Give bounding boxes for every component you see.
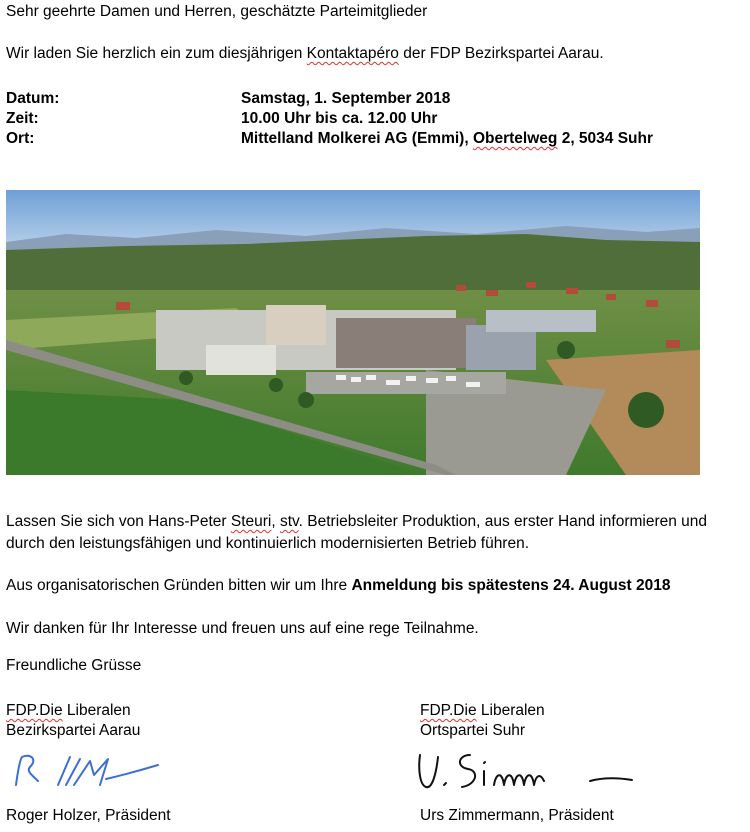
building-east	[486, 310, 596, 332]
office-building	[206, 345, 276, 375]
speaker-text-start: Lassen Sie sich von Hans-Peter	[6, 513, 231, 530]
right-org-b: Liberalen	[476, 702, 545, 719]
closing: Freundliche Grüsse	[6, 657, 142, 674]
right-org	[420, 701, 545, 721]
left-signatory-name: Roger Holzer, Präsident	[6, 807, 171, 824]
right-org-a: FDP.Die	[420, 702, 477, 719]
invitation-text-start: Wir laden Sie herzlich ein zum diesjährigen	[6, 45, 307, 62]
time-label: Zeit:	[6, 110, 39, 127]
signature-left-image	[8, 745, 168, 795]
place-venue: Mittelland Molkerei AG (Emmi),	[241, 130, 473, 147]
speaker-text-sep: ,	[271, 513, 280, 530]
time-value: 10.00 Uhr bis ca. 12.00 Uhr	[241, 110, 438, 127]
registration-deadline: Anmeldung bis spätestens 24. August 2018	[351, 577, 671, 594]
aerial-factory-photo	[6, 190, 700, 475]
left-unit: Bezirkspartei Aarau	[6, 722, 141, 739]
place-address: 2, 5034 Suhr	[557, 130, 654, 147]
invitation-text-end: der FDP Bezirkspartei Aarau.	[398, 45, 604, 62]
signature-right-image	[410, 745, 640, 795]
right-signatory-name: Urs Zimmermann, Präsident	[420, 807, 614, 824]
date-label: Datum:	[6, 90, 60, 107]
signatory-left	[6, 701, 140, 741]
left-org-b: Liberalen	[62, 702, 131, 719]
date-value: Samstag, 1. September 2018	[241, 90, 451, 107]
place-street: Obertelweg	[472, 130, 558, 147]
right-unit: Ortspartei Suhr	[420, 722, 526, 739]
thanks-line: Wir danken für Ihr Interesse und freuen uns auf eine rege Teilnahme.	[6, 620, 479, 637]
speaker-text-end: . Betriebsleiter Produktion, aus erster Hand informieren und	[298, 513, 708, 530]
paragraph-speaker-line2: durch den leistungsfähigen und kontinuierlich modernisierten Betrieb führen.	[6, 535, 530, 552]
factory-hall	[336, 318, 476, 368]
registration-line	[6, 577, 670, 595]
speaker-abbr: stv	[280, 513, 299, 530]
place-value	[241, 130, 653, 148]
place-label: Ort:	[6, 130, 35, 147]
invitation-line	[6, 45, 604, 63]
speaker-surname: Steuri	[230, 513, 272, 530]
left-org-a: FDP.Die	[6, 702, 63, 719]
left-org	[6, 701, 140, 721]
event-name: Kontaktapéro	[306, 45, 399, 62]
factory-silos	[266, 305, 326, 345]
registration-text: Aus organisatorischen Gründen bitten wir um Ihre	[6, 577, 352, 594]
signatory-right	[420, 701, 545, 741]
paragraph-speaker	[6, 513, 707, 531]
greeting: Sehr geehrte Damen und Herren, geschätzte Parteimitglieder	[6, 3, 428, 20]
